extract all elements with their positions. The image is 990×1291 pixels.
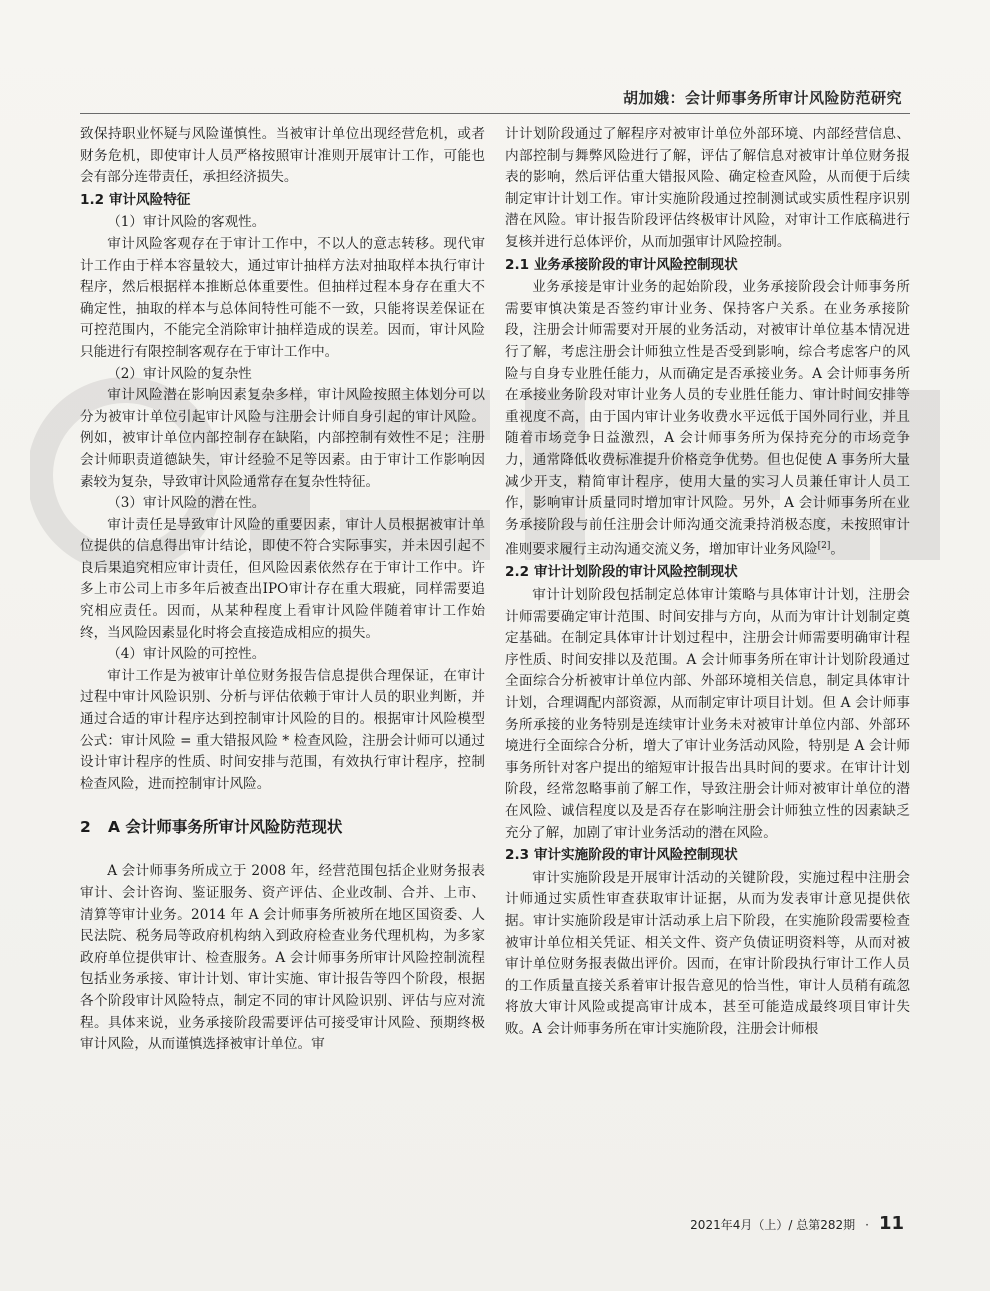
paragraph: 计计划阶段通过了解程序对被审计单位外部环境、内部经营信息、内部控制与舞弊风险进行了解，评估了解信息对被审计单位财务报表的影响，然后评估重大错报风险、确定检查风险，从而便于后续制定审计计划工作。审计实施阶段通过控制测试或实质性程序识别潜在风险。审计报告阶段评估终极审计风险，对审计工作底稿进行复核并进行总体评价，从而加强审计风险控制。 bbox=[505, 126, 910, 250]
list-item-heading: （4）审计风险的可控性。 bbox=[107, 646, 266, 663]
paragraph-end: 。 bbox=[830, 541, 844, 558]
paragraph: 审计责任是导致审计风险的重要因素，审计人员根据被审计单位提供的信息得出审计结论，即使不符合实际事实，并未因引起不良后果追究相应审计责任，但风险因素依然存在于审计工作中。许多上市公司上市多年后被查出IPO审计存在重大瑕疵，同样需要追究相应责任。因而，从某种程度上看审计风险伴随着审计工作始终，当风险因素显化时将会直接造成相应的损失。 bbox=[80, 516, 485, 641]
list-item-heading: （1）审计风险的客观性。 bbox=[107, 214, 266, 231]
paragraph: A 会计师事务所成立于 2008 年，经营范围包括企业财务报表审计、会计咨询、鉴证服务、资产评估、企业改制、合并、上市、清算等审计业务。2014 年 A 会计师事务所被所在地区国资委、人民法院、税务局等政府机构纳入到政府检查业务代理机构，为多家政府单位提供审计、检查服务。A 会计师事务所审计风险控制流程包括业务承接、审计计划、审计实施、审计报告等四个阶段，根据各个阶段审计风险特点，制定不同的审计风险识别、评估与应对流程。具体来说，业务承接阶段需要评估可接受审计风险、预期终极审计风险，从而谨慎选择被审计单位。审 bbox=[80, 863, 485, 1053]
page-footer bbox=[690, 1213, 904, 1234]
paragraph: 致保持职业怀疑与风险谨慎性。当被审计单位出现经营危机，或者财务危机，即使审计人员严格按照审计准则开展审计工作，可能也会有部分连带责任，承担经济损失。 bbox=[80, 126, 485, 186]
section-heading-2-2: 2.2 审计计划阶段的审计风险控制现状 bbox=[505, 564, 738, 581]
list-item-heading: （3）审计风险的潜在性。 bbox=[107, 495, 266, 512]
footer-separator: · bbox=[865, 1218, 869, 1232]
left-column bbox=[80, 124, 485, 1056]
issue-info: 2021年4月（上）/ 总第282期 bbox=[690, 1218, 856, 1232]
section-heading-2-1: 2.1 业务承接阶段的审计风险控制现状 bbox=[505, 256, 738, 273]
paragraph: 审计风险客观存在于审计工作中，不以人的意志转移。现代审计工作由于样本容量较大，通过审计抽样方法对抽取样本执行审计程序，然后根据样本推断总体重要性。但抽样过程本身存在重大不确定性，抽取的样本与总体间特性可能不一致，只能将误差保证在可控范围内，不能完全消除审计抽样造成的误差。因而，审计风险只能进行有限控制客观存在于审计工作中。 bbox=[80, 235, 485, 360]
paragraph: 审计计划阶段包括制定总体审计策略与具体审计计划，注册会计师需要确定审计范围、时间安排与方向，从而为审计计划制定奠定基础。在制定具体审计计划过程中，注册会计师需要明确审计程序性质、时间安排以及范围。A 会计师事务所在审计计划阶段通过全面综合分析被审计单位内部、外部环境相关信息，制定具体审计计划，合理调配内部资源，从而制定审计项目计划。但 A 会计师事务所承接的业务特别是连续审计业务未对被审计单位内部、外部环境进行全面综合分析，增大了审计业务活动风险，特别是 A 会计师事务所针对客户提出的缩短审计报告出具时间的要求。在审计计划阶段，经常忽略事前了解工作，导致注册会计师对被审计单位的潜在风险、诚信程度以及是否存在影响注册会计师独立性的因素缺乏充分了解，加剧了审计业务活动的潜在风险。 bbox=[505, 587, 910, 841]
paragraph bbox=[505, 277, 910, 561]
section-heading-1-2: 1.2 审计风险特征 bbox=[80, 191, 191, 208]
header-rule bbox=[80, 113, 910, 114]
section-number: 2 bbox=[80, 818, 91, 837]
running-header-title: 胡加娥：会计师事务所审计风险防范研究 bbox=[622, 89, 902, 107]
section-title: A 会计师事务所审计风险防范现状 bbox=[108, 818, 343, 837]
paragraph: 审计实施阶段是开展审计活动的关键阶段，实施过程中注册会计师通过实质性审查获取审计证据，从而为发表审计意见提供依据。审计实施阶段是审计活动承上启下阶段，在实施阶段需要检查被审计单位相关凭证、相关文件、资产负债证明资料等，从而对被审计单位财务报表做出评价。因而，在审计阶段执行审计工作人员的工作质量直接关系着审计报告意见的恰当性，审计人员稍有疏忽将放大审计风险或提高审计成本，甚至可能造成最终项目审计失败。A 会计师事务所在审计实施阶段，注册会计师根 bbox=[505, 869, 910, 1037]
list-item-heading: （2）审计风险的复杂性 bbox=[107, 365, 252, 382]
section-heading-2 bbox=[80, 815, 485, 839]
right-column bbox=[505, 124, 910, 1040]
paragraph: 审计工作是为被审计单位财务报告信息提供合理保证，在审计过程中审计风险识别、分析与评估依赖于审计人员的职业判断，并通过合适的审计程序达到控制审计风险的目的。根据审计风险模型公式：审计风险 = 重大错报风险 * 检查风险，注册会计师可以通过设计审计程序的性质、时间安排与范围，有效执行审计程序，控制检查风险，进而控制审计风险。 bbox=[80, 667, 485, 792]
paragraph: 审计风险潜在影响因素复杂多样，审计风险按照主体划分可以分为被审计单位引起审计风险与注册会计师自身引起的审计风险。例如，被审计单位内部控制存在缺陷，内部控制有效性不足；注册会计师职责道德缺失，审计经验不足等因素。由于审计工作影响因素较为复杂，导致审计风险通常存在复杂性特征。 bbox=[80, 387, 485, 490]
citation-ref: [2] bbox=[817, 541, 831, 552]
page-number: 11 bbox=[878, 1213, 904, 1234]
section-heading-2-3: 2.3 审计实施阶段的审计风险控制现状 bbox=[505, 847, 738, 864]
paragraph-text: 业务承接是审计业务的起始阶段，业务承接阶段会计师事务所需要审慎决策是否签约审计业务、保持客户关系。在业务承接阶段，注册会计师需要对开展的业务活动，对被审计单位基本情况进行了解，考虑注册会计师独立性是否受到影响，综合考虑客户的风险与自身专业胜任能力，从而确定是否承接业务。A 会计师事务所在承接业务阶段对审计业务人员的专业胜任能力、审计时间安排等重视度不高，由于国内审计业务收费水平远低于国外同行业，并且随着市场竞争日益激烈，A 会计师事务所为保持充分的市场竞争力，通常降低收费标准提升价格竞争优势。但也促使 A 事务所大量减少开支，精简审计程序，使用大量的实习人员兼任审计人员工作，影响审计质量同时增加审计风险。另外，A 会计师事务所在业务承接阶段与前任注册会计师沟通交流秉持消极态度，未按照审计准则要求履行主动沟通交流义务，增加审计业务风险 bbox=[505, 279, 910, 558]
